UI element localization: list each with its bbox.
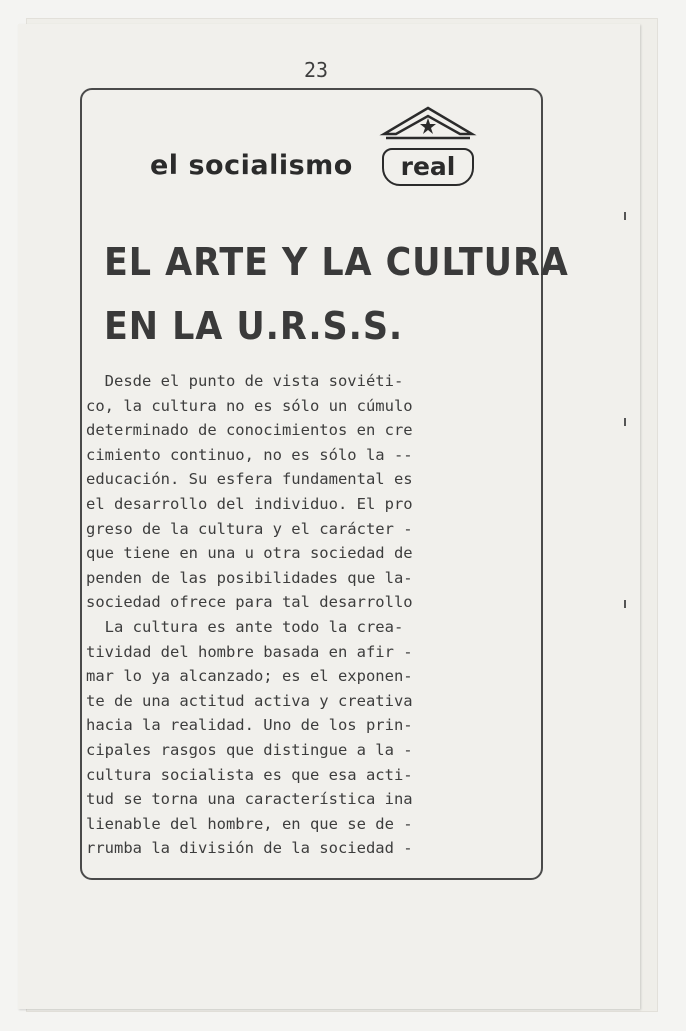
headline-line-2: EN LA U.R.S.S. <box>104 304 404 348</box>
body-line: cipales rasgos que distingue a la - <box>86 740 413 759</box>
body-line: tividad del hombre basada en afir - <box>86 642 413 661</box>
masthead-logo <box>150 104 480 204</box>
edge-tick <box>624 600 626 608</box>
body-line: cultura socialista es que esa acti- <box>86 765 413 784</box>
body-line: co, la cultura no es sólo un cúmulo <box>86 396 413 415</box>
body-line: el desarrollo del individuo. El pro <box>86 494 413 513</box>
body-line: determinado de conocimientos en cre <box>86 421 413 440</box>
body-line: Desde el punto de vista soviéti- <box>86 372 404 390</box>
logo-real-text: real <box>382 148 474 186</box>
body-line: penden de las posibilidades que la- <box>86 568 413 587</box>
headline-line-1: EL ARTE Y LA CULTURA <box>104 240 569 284</box>
body-line: greso de la cultura y el carácter - <box>86 519 413 538</box>
body-line: educación. Su esfera fundamental es <box>86 470 413 489</box>
body-line: cimiento continuo, no es sólo la -- <box>86 445 413 464</box>
body-line: sociedad ofrece para tal desarrollo <box>86 593 413 612</box>
edge-tick <box>624 418 626 426</box>
edge-tick <box>624 212 626 220</box>
star-roof-icon <box>376 104 480 154</box>
body-line: hacia la realidad. Uno de los prin- <box>86 716 413 735</box>
body-line: lienable del hombre, en que se de - <box>86 814 413 833</box>
logo-real-emblem <box>376 104 480 204</box>
body-line: mar lo ya alcanzado; es el exponen- <box>86 667 413 686</box>
body-line: que tiene en una u otra sociedad de <box>86 544 413 563</box>
logo-text: el socialismo <box>150 150 353 181</box>
body-line: La cultura es ante todo la crea- <box>86 617 404 636</box>
body-line: rrumba la división de la sociedad - <box>86 839 413 858</box>
article-body <box>86 369 546 861</box>
body-line: te de una actitud activa y creativa <box>86 691 413 710</box>
body-line: tud se torna una característica ina <box>86 790 413 809</box>
page-number: 23 <box>303 58 329 82</box>
